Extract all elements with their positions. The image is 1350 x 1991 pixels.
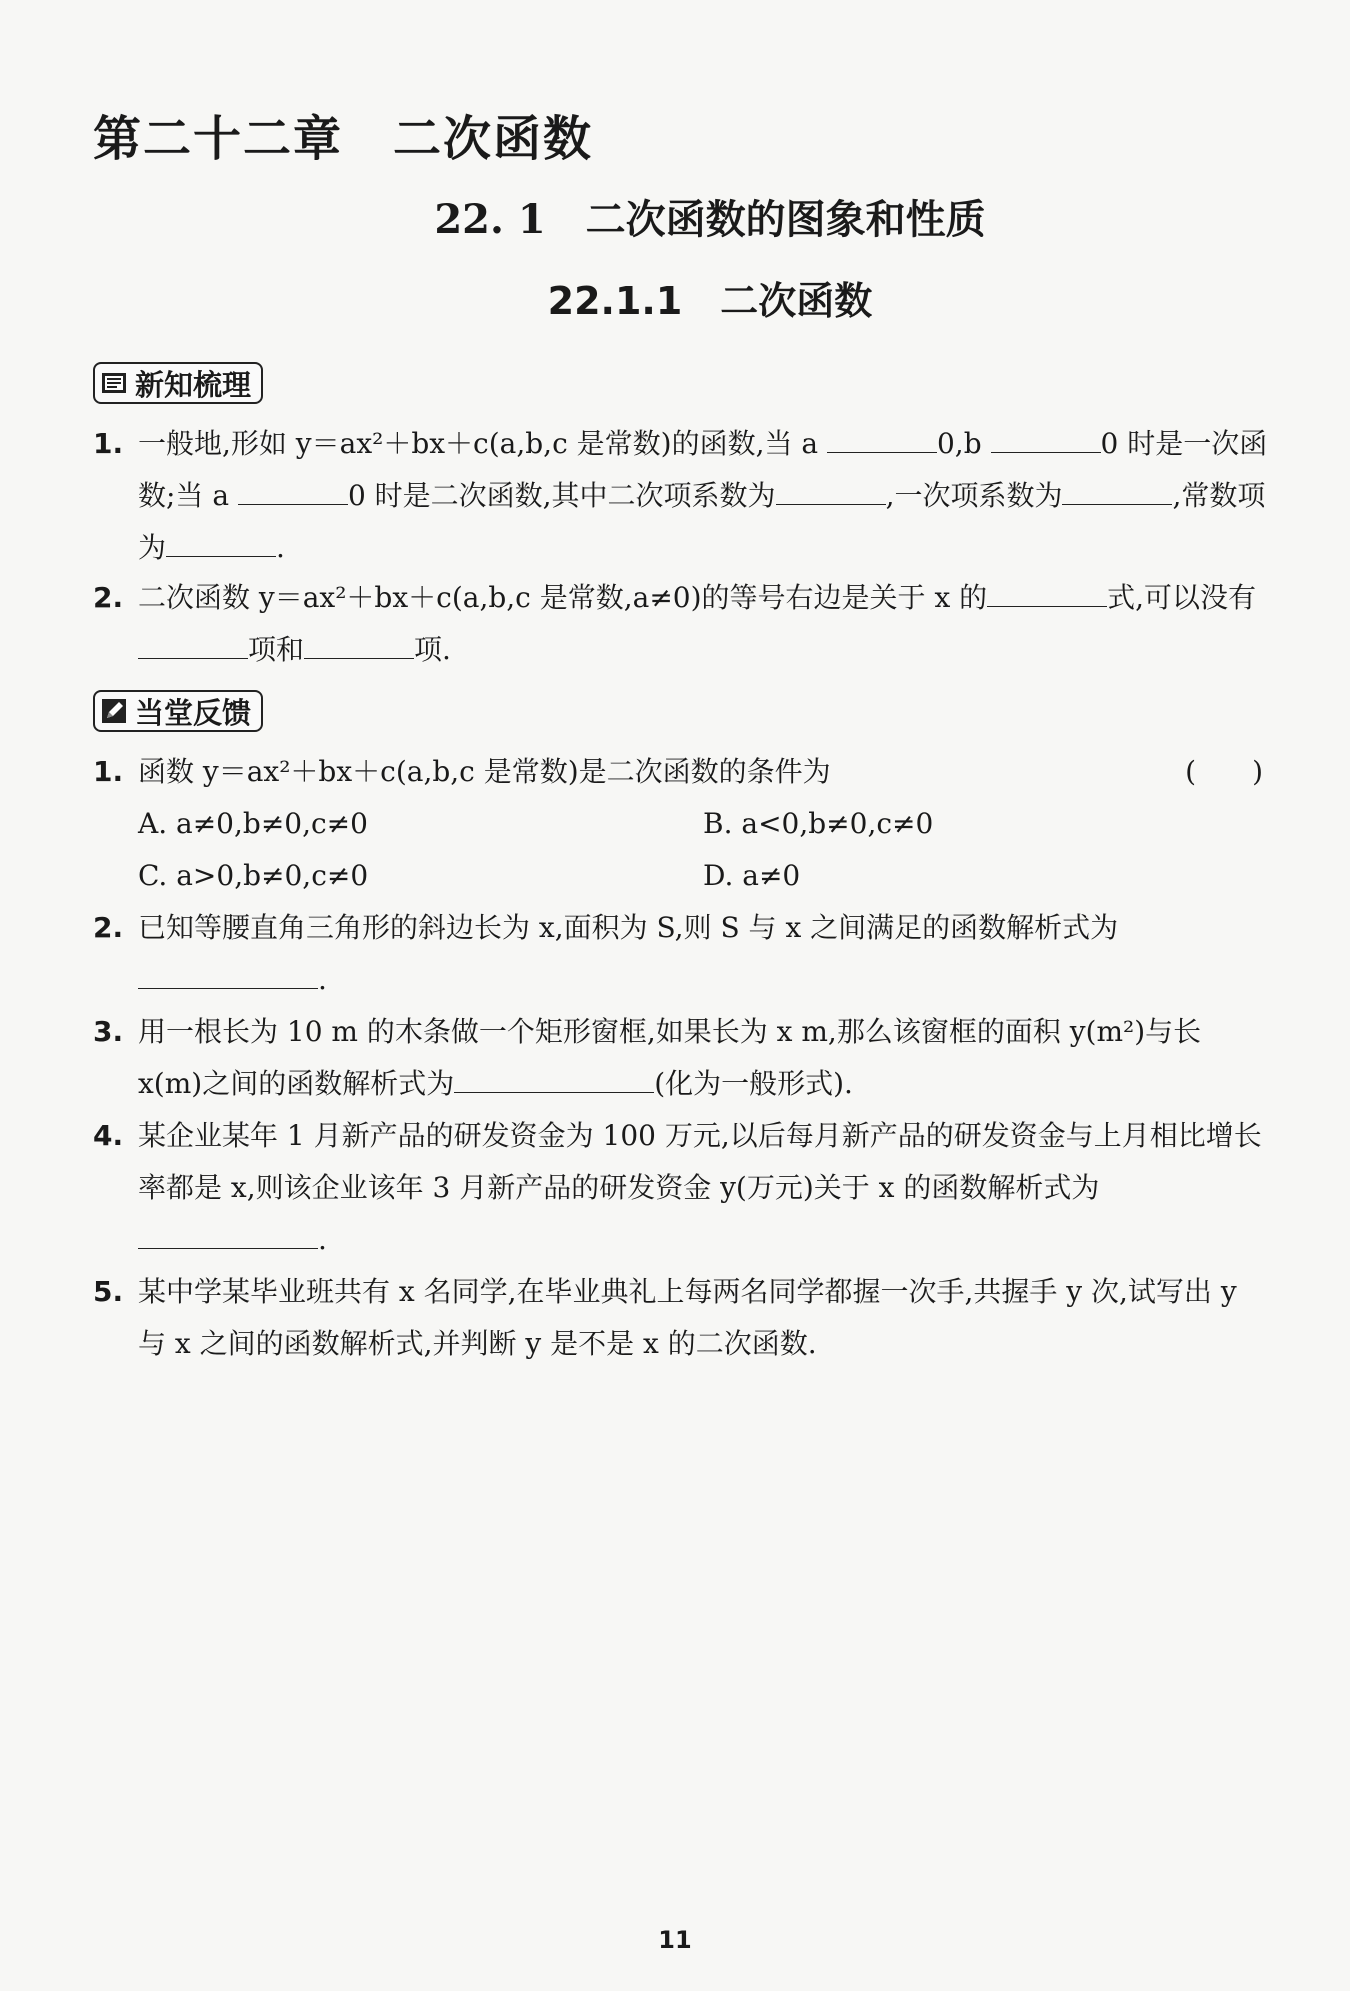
answer-blank[interactable] <box>166 526 276 557</box>
answer-blank[interactable] <box>138 628 248 659</box>
answer-blank[interactable] <box>304 628 414 659</box>
question-text: (化为一般形式). <box>654 1067 853 1100</box>
page-number: 11 <box>658 1926 692 1954</box>
pencil-icon <box>101 698 127 724</box>
option-d[interactable]: D. a≠0 <box>703 859 801 892</box>
subsection-title: 22.1.1 二次函数 <box>547 279 873 323</box>
answer-blank[interactable] <box>827 422 937 453</box>
question-text: . <box>318 963 327 996</box>
question-number: 4. <box>93 1119 124 1152</box>
question-number: 5. <box>93 1275 124 1308</box>
feedback-question-1 <box>93 746 1273 798</box>
feedback-question-5 <box>93 1266 1273 1370</box>
item-text: 项. <box>414 633 451 666</box>
item-text: 式,可以没有 <box>1107 581 1257 614</box>
question-text: 用一根长为 10 m 的木条做一个矩形窗框,如果长为 x m,那么该窗框的面积 y(m²)与长 x(m)之间的函数解析式为 <box>138 1015 1202 1100</box>
feedback-question-2 <box>93 902 1273 1006</box>
item-text: 0 时是二次函数,其中二次项系数为 <box>347 479 776 512</box>
item-text: ,常数项为 <box>138 479 1266 564</box>
question-text: . <box>318 1223 327 1256</box>
knowledge-badge-label: 新知梳理 <box>135 367 252 402</box>
answer-blank[interactable] <box>138 1218 318 1249</box>
knowledge-item-1 <box>93 418 1273 574</box>
book-icon <box>101 370 127 396</box>
question-text: 已知等腰直角三角形的斜边长为 x,面积为 S,则 S 与 x 之间满足的函数解析式为 <box>138 911 1119 944</box>
option-c[interactable]: C. a>0,b≠0,c≠0 <box>138 859 369 892</box>
chapter-title: 第二十二章 二次函数 <box>93 111 594 167</box>
item-number: 2. <box>93 581 124 614</box>
question-number: 3. <box>93 1015 124 1048</box>
feedback-badge <box>93 690 263 732</box>
section-title: 22. 1 二次函数的图象和性质 <box>434 196 986 243</box>
item-text: . <box>276 531 285 564</box>
answer-blank[interactable] <box>1062 474 1172 505</box>
item-text: 项和 <box>248 633 305 666</box>
question-number: 2. <box>93 911 124 944</box>
knowledge-badge <box>93 362 263 404</box>
question-text: 某企业某年 1 月新产品的研发资金为 100 万元,以后每月新产品的研发资金与上月相比增长率都是 x,则该企业该年 3 月新产品的研发资金 y(万元)关于 x 的函数解析式为 <box>138 1119 1262 1204</box>
answer-blank[interactable] <box>238 474 348 505</box>
option-b[interactable]: B. a<0,b≠0,c≠0 <box>703 807 934 840</box>
feedback-badge-label: 当堂反馈 <box>135 695 252 730</box>
item-text: 0 时是一次函数;当 a <box>138 427 1268 512</box>
answer-blank[interactable] <box>776 474 886 505</box>
answer-blank[interactable] <box>138 958 318 989</box>
option-a[interactable]: A. a≠0,b≠0,c≠0 <box>138 807 368 840</box>
item-text: 二次函数 y＝ax²＋bx＋c(a,b,c 是常数,a≠0)的等号右边是关于 x 的 <box>138 581 988 614</box>
item-text: ,一次项系数为 <box>885 479 1063 512</box>
answer-blank[interactable] <box>987 576 1107 607</box>
item-text: 0,b <box>936 427 982 460</box>
answer-blank[interactable] <box>991 422 1101 453</box>
answer-blank[interactable] <box>454 1062 654 1093</box>
feedback-question-4 <box>93 1110 1273 1266</box>
item-text: 一般地,形如 y＝ax²＋bx＋c(a,b,c 是常数)的函数,当 a <box>138 427 819 460</box>
question-text: 函数 y＝ax²＋bx＋c(a,b,c 是常数)是二次函数的条件为 <box>138 755 831 788</box>
knowledge-item-2 <box>93 572 1273 676</box>
question-number: 1. <box>93 755 124 788</box>
question-text: 某中学某毕业班共有 x 名同学,在毕业典礼上每两名同学都握一次手,共握手 y 次,试写出 y 与 x 之间的函数解析式,并判断 y 是不是 x 的二次函数. <box>138 1275 1237 1360</box>
item-number: 1. <box>93 427 124 460</box>
feedback-question-3 <box>93 1006 1273 1110</box>
answer-parentheses[interactable]: ( ) <box>1185 755 1263 788</box>
